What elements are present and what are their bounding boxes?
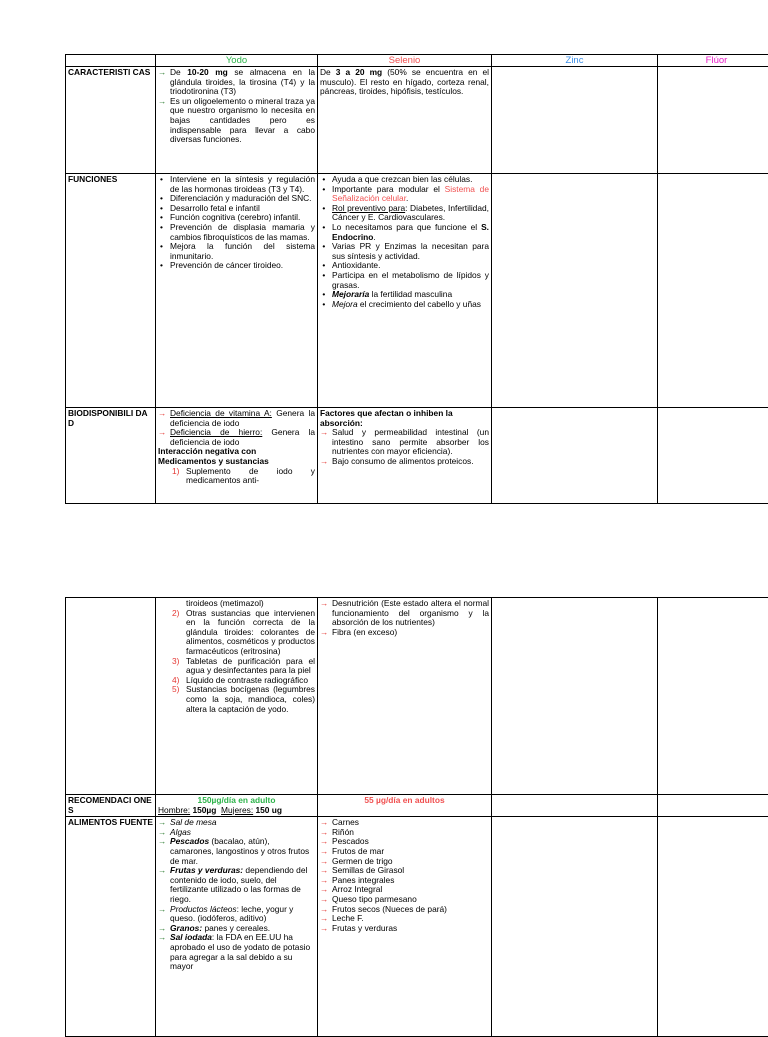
arrow-icon: → <box>320 924 330 934</box>
arrow-icon: → <box>320 428 330 438</box>
list-item: → Semillas de Girasol <box>320 866 489 876</box>
arrow-icon: → <box>158 905 168 915</box>
list-item: → Granos: panes y cereales. <box>158 924 315 934</box>
list-item: • Rol preventivo para: Diabetes, Infertilidad, Cáncer y E. Cardiovasculares. <box>320 204 489 223</box>
list-item: • Lo necesitamos para que funcione el S. Endocrino. <box>320 223 489 242</box>
arrow-icon: → <box>320 885 330 895</box>
arrow-icon: → <box>158 68 168 78</box>
row-caracteristicas <box>66 67 768 174</box>
selenio-alimentos <box>318 817 492 1037</box>
zinc-recomendaciones <box>492 795 658 817</box>
list-item: • Desarrollo fetal e infantil <box>158 204 315 214</box>
list-item: 1) Suplemento de iodo y medicamentos anti- <box>158 467 315 486</box>
arrow-icon: → <box>320 847 330 857</box>
selenio-recomendaciones: 55 µg/día en adultos <box>318 795 492 817</box>
list-item: → Frutas y verduras: dependiendo del contenido de iodo, suelo, del fertilizante utilizado o las formas de riego. <box>158 866 315 904</box>
list-item: → Frutos secos (Nueces de pará) <box>320 905 489 915</box>
list-item: → Pescados <box>320 837 489 847</box>
list-item: 4) Líquido de contraste radiográfico <box>158 676 315 686</box>
header-fluor: Flúor <box>658 55 768 67</box>
header-row <box>66 55 768 67</box>
list-item: → Sal iodada: la FDA en EE.UU ha aprobado el uso de yodato de potasio para agregar a la sal debido a su mayor <box>158 933 315 971</box>
selenio-caracteristicas: De 3 a 20 mg (50% se encuentra en el musculo). El resto en hígado, corteza renal, páncreas, tiroides, hipófisis, testículos. <box>318 67 492 174</box>
zinc-biodisponibilidad <box>492 408 658 504</box>
arrow-icon: → <box>158 828 168 838</box>
list-item: • Antioxidante. <box>320 261 489 271</box>
arrow-icon: → <box>320 857 330 867</box>
fluor-biodisponibilidad <box>658 408 768 504</box>
fluor-funciones <box>658 174 768 408</box>
yodo-recom-main: 150µg/día en adulto <box>158 796 315 806</box>
arrow-icon: → <box>158 924 168 934</box>
fluor-biodisponibilidad-cont <box>658 598 768 795</box>
label-recomendaciones: RECOMENDACI ONES <box>66 795 156 817</box>
zinc-alimentos <box>492 817 658 1037</box>
list-item: • Mejora el crecimiento del cabello y uñas <box>320 300 489 310</box>
list-item: → Panes integrales <box>320 876 489 886</box>
list-item: • Diferenciación y maduración del SNC. <box>158 194 315 204</box>
arrow-icon: → <box>320 895 330 905</box>
list-item: → Frutos de mar <box>320 847 489 857</box>
nutrient-table-part1 <box>65 54 768 504</box>
yodo-bio-heading: Interacción negativa con Medicamentos y sustancias <box>158 447 315 466</box>
fluor-alimentos <box>658 817 768 1037</box>
zinc-caracteristicas <box>492 67 658 174</box>
arrow-icon: → <box>158 428 168 438</box>
arrow-icon: → <box>320 914 330 924</box>
row-alimentos <box>66 817 768 1037</box>
list-item: • Interviene en la síntesis y regulación de las hormonas tiroideas (T3 y T4). <box>158 175 315 194</box>
label-empty <box>66 598 156 795</box>
list-item: → Queso tipo parmesano <box>320 895 489 905</box>
row-funciones <box>66 174 768 408</box>
list-item: → Arroz Integral <box>320 885 489 895</box>
list-item: • Importante para modular el Sistema de Señalización celular. <box>320 185 489 204</box>
label-caracteristicas: CARACTERISTI CAS <box>66 67 156 174</box>
zinc-funciones <box>492 174 658 408</box>
list-item: 5) Sustancias bocígenas (legumbres como la soja, mandioca, coles) altera la captación de yodo. <box>158 685 315 714</box>
yodo-recom-detail: Hombre: 150µg Mujeres: 150 ug <box>158 806 315 816</box>
arrow-icon: → <box>158 866 168 876</box>
list-item: → Algas <box>158 828 315 838</box>
arrow-icon: → <box>158 933 168 943</box>
yodo-recomendaciones <box>156 795 318 817</box>
arrow-icon: → <box>320 828 330 838</box>
list-item: • Mejora la función del sistema inmunitario. <box>158 242 315 261</box>
list-item: 2) Otras sustancias que intervienen en la función correcta de la glándula tiroides: colorantes de alimentos, cosméticos y productos farmacéuticos (eritrosina) <box>158 609 315 657</box>
selenio-biodisponibilidad-cont <box>318 598 492 795</box>
list-item: • Participa en el metabolismo de lípidos y grasas. <box>320 271 489 290</box>
list-item: → Riñón <box>320 828 489 838</box>
arrow-icon: → <box>320 876 330 886</box>
row-biodisponibilidad <box>66 408 768 504</box>
arrow-icon: → <box>158 409 168 419</box>
list-item: → Es un oligoelemento o mineral traza ya que nuestro organismo lo necesita en bajas cantidades pero es indispensable para llevar a cabo diversas funciones. <box>158 97 315 145</box>
list-item: • Prevención de cáncer tiroideo. <box>158 261 315 271</box>
fluor-caracteristicas <box>658 67 768 174</box>
yodo-caracteristicas <box>156 67 318 174</box>
arrow-icon: → <box>158 818 168 828</box>
arrow-icon: → <box>320 628 330 638</box>
list-item: • Prevención de displasia mamaria y cambios fibroquísticos de las mamas. <box>158 223 315 242</box>
list-item: 3) Tabletas de purificación para el agua y desinfectantes para la piel <box>158 657 315 676</box>
list-item: → Carnes <box>320 818 489 828</box>
arrow-icon: → <box>320 905 330 915</box>
row-biodisponibilidad-cont <box>66 598 768 795</box>
nutrient-table-part2 <box>65 597 768 1037</box>
header-yodo: Yodo <box>156 55 318 67</box>
list-item: • Mejoraría la fertilidad masculina <box>320 290 489 300</box>
arrow-icon: → <box>320 818 330 828</box>
list-item: → Desnutrición (Este estado altera el normal funcionamiento del organismo y la absorción de los nutrientes) <box>320 599 489 628</box>
list-item: → Fibra (en exceso) <box>320 628 489 638</box>
header-empty <box>66 55 156 67</box>
yodo-biodisponibilidad <box>156 408 318 504</box>
list-item: • Varias PR y Enzimas la necesitan para sus síntesis y actividad. <box>320 242 489 261</box>
arrow-icon: → <box>158 837 168 847</box>
arrow-icon: → <box>320 457 330 467</box>
list-item: → Germen de trigo <box>320 857 489 867</box>
arrow-icon: → <box>320 866 330 876</box>
selenio-bio-heading: Factores que afectan o inhiben la absorción: <box>320 409 489 428</box>
yodo-biodisponibilidad-cont <box>156 598 318 795</box>
list-item: tiroideos (metimazol) <box>158 599 315 609</box>
list-item: → Deficiencia de vitamina A: Genera la deficiencia de iodo <box>158 409 315 428</box>
yodo-alimentos <box>156 817 318 1037</box>
fluor-recomendaciones <box>658 795 768 817</box>
label-alimentos: ALIMENTOS FUENTE <box>66 817 156 1037</box>
list-item: → Salud y permeabilidad intestinal (un intestino sano permite absorber los nutrientes con mayor eficiencia). <box>320 428 489 457</box>
row-recomendaciones <box>66 795 768 817</box>
arrow-icon: → <box>158 97 168 107</box>
zinc-biodisponibilidad-cont <box>492 598 658 795</box>
list-item: → Pescados (bacalao, atún), camarones, langostinos y otros frutos de mar. <box>158 837 315 866</box>
selenio-funciones <box>318 174 492 408</box>
label-biodisponibilidad: BIODISPONIBILI DAD <box>66 408 156 504</box>
selenio-biodisponibilidad <box>318 408 492 504</box>
list-item: • Función cognitiva (cerebro) infantil. <box>158 213 315 223</box>
list-item: → Deficiencia de hierro: Genera la deficiencia de iodo <box>158 428 315 447</box>
list-item: → De 10-20 mg se almacena en la glándula tiroides, la tirosina (T4) y la triodotironina (T3) <box>158 68 315 97</box>
list-item: → Sal de mesa <box>158 818 315 828</box>
label-funciones: FUNCIONES <box>66 174 156 408</box>
header-selenio: Selenio <box>318 55 492 67</box>
header-zinc: Zinc <box>492 55 658 67</box>
arrow-icon: → <box>320 837 330 847</box>
list-item: → Frutas y verduras <box>320 924 489 934</box>
arrow-icon: → <box>320 599 330 609</box>
list-item: → Leche F. <box>320 914 489 924</box>
list-item: → Productos lácteos: leche, yogur y queso. (iodóferos, aditivo) <box>158 905 315 924</box>
yodo-funciones <box>156 174 318 408</box>
list-item: • Ayuda a que crezcan bien las células. <box>320 175 489 185</box>
list-item: → Bajo consumo de alimentos proteicos. <box>320 457 489 467</box>
